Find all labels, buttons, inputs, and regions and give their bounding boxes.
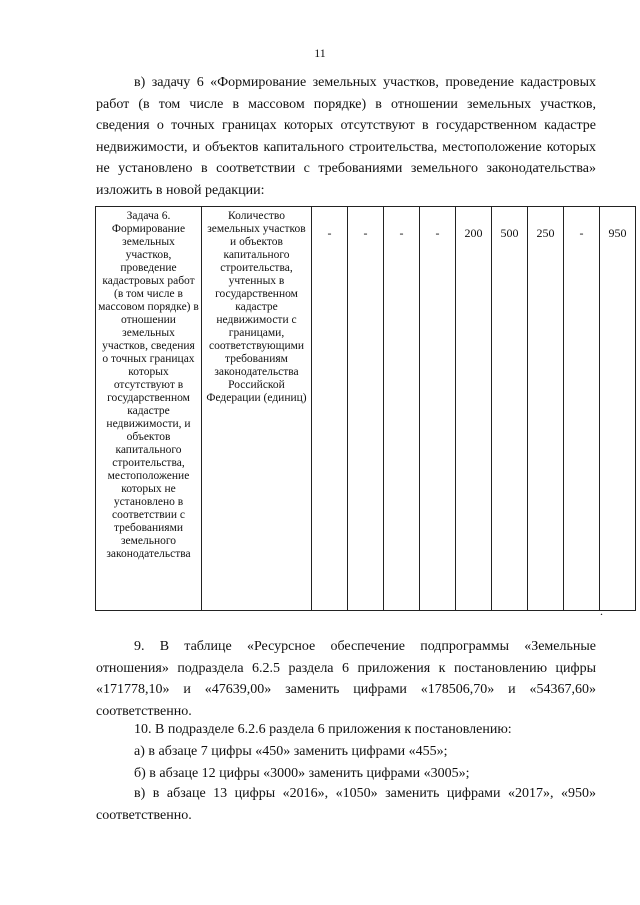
value-cell: 250	[528, 207, 564, 611]
value-cell: 500	[492, 207, 528, 611]
value-cell: -	[384, 207, 420, 611]
indicator-cell: Количество земельных участков и объектов капитального строительства, учтенных в государственном кадастре недвижимости с границами, соответствующими требованиям законодательства Российской Федерации (единиц)	[202, 207, 312, 611]
trailing-dot: .	[600, 604, 603, 618]
item-b: б) в абзаце 12 цифры «3000» заменить цифрами «3005»;	[134, 766, 470, 781]
table-row	[96, 207, 636, 611]
item-a: а) в абзаце 7 цифры «450» заменить цифрами «455»;	[134, 744, 448, 759]
page-number: 11	[314, 46, 326, 60]
value-cell: 200	[456, 207, 492, 611]
value-cell-total: 950	[600, 207, 636, 611]
intro-paragraph: в) задачу 6 «Формирование земельных участков, проведение кадастровых работ (в том числе в массовом порядке) в отношении земельных участков, сведения о точных границах которых отсутствуют в государственном кадастре недвижимости, и объектов капитального строительства, местоположение которых не установлено в соответствии с требованиями земельного законодательства» изложить в новой редакции:	[96, 75, 596, 198]
value-cell: -	[312, 207, 348, 611]
item-v: в) в абзаце 13 цифры «2016», «1050» заменить цифрами «2017», «950» соответственно.	[96, 786, 596, 823]
task-name-cell: Задача 6. Формирование земельных участков, проведение кадастровых работ (в том числе в массовом порядке) в отношении земельных участков, сведения о точных границах которых отсутствуют в государственном кадастре недвижимости, и объектов капитального строительства, местоположение которых не установлено в соответствии с требованиями земельного законодательства	[96, 207, 202, 611]
paragraph-9: 9. В таблице «Ресурсное обеспечение подпрограммы «Земельные отношения» подраздела 6.2.5 раздела 6 приложения к постановлению цифры «171778,10» и «47639,00» заменить цифрами «178506,70» и «54367,60» соответственно.	[96, 639, 596, 719]
value-cell: -	[420, 207, 456, 611]
task-table	[95, 206, 636, 611]
value-cell: -	[564, 207, 600, 611]
paragraph-10: 10. В подразделе 6.2.6 раздела 6 приложения к постановлению:	[134, 722, 512, 737]
value-cell: -	[348, 207, 384, 611]
